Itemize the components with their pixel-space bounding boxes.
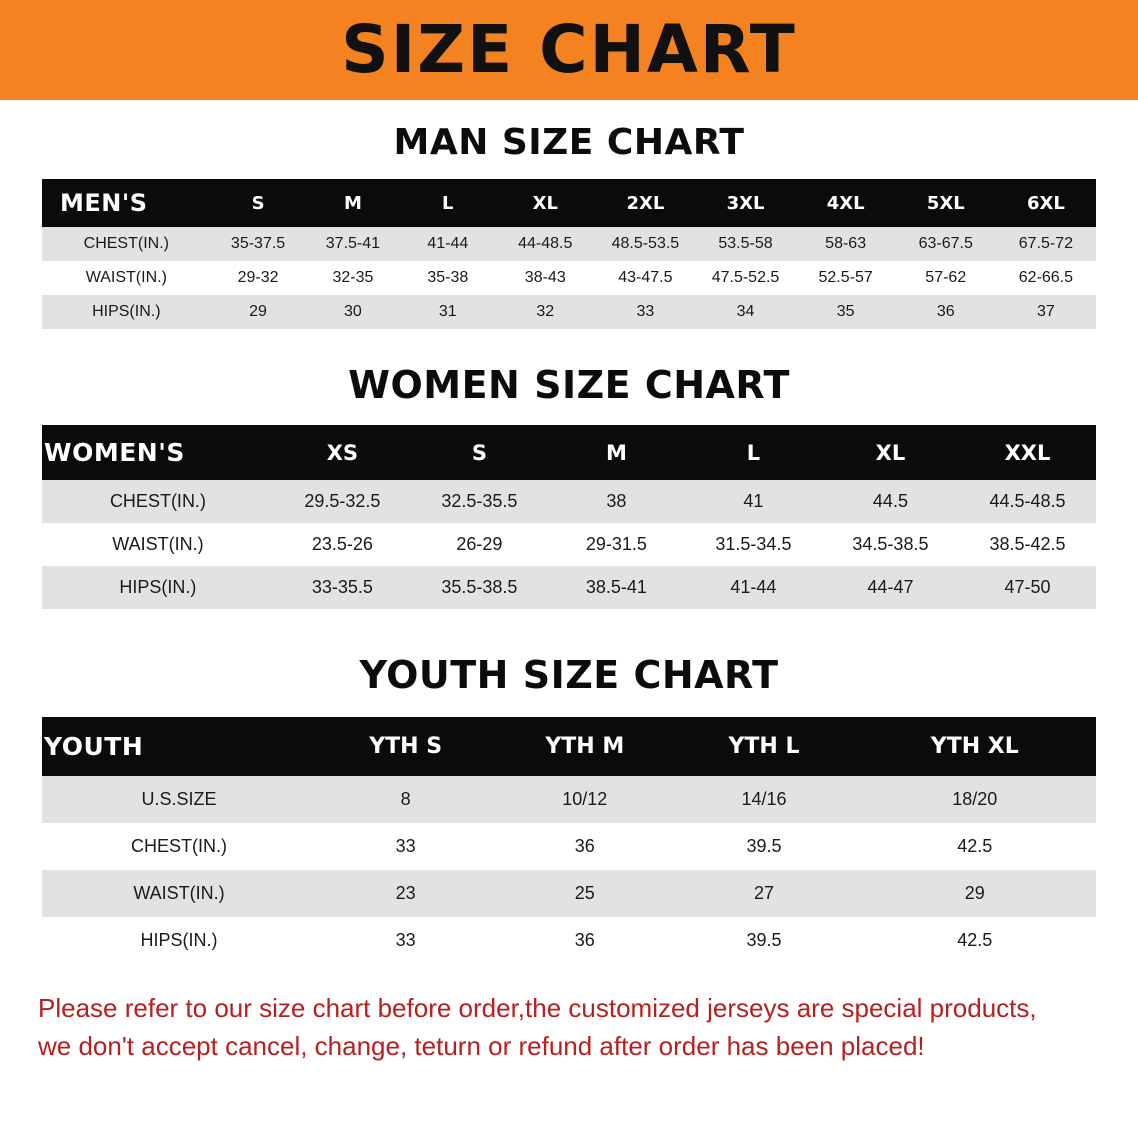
footer-line-1: Please refer to our size chart before order,the customized jerseys are special products, [38,993,1037,1023]
table-cell: 52.5-57 [796,261,896,295]
table-row [42,870,1096,917]
table-header-cell: XXL [959,425,1096,480]
footer-line-2: we don't accept cancel, change, teturn or refund after order has been placed! [38,1030,925,1061]
table-cell: 18/20 [854,776,1096,823]
women-table-wrapper [42,425,1096,609]
table-cell: 41-44 [685,566,822,609]
table-header-cell: WOMEN'S [42,425,274,480]
table-row [42,295,1096,329]
table-cell: 47.5-52.5 [695,261,795,295]
table-header-cell: YTH S [316,717,495,776]
table-cell: 37.5-41 [305,227,400,261]
table-row [42,566,1096,609]
row-label: WAIST(IN.) [42,523,274,566]
row-label: HIPS(IN.) [42,295,211,329]
page-title: SIZE CHART [341,11,797,88]
table-header-cell: YTH M [495,717,674,776]
table-cell: 23.5-26 [274,523,411,566]
table-header-cell: XL [822,425,959,480]
table-header-cell: YTH L [674,717,853,776]
table-cell: 29-32 [211,261,306,295]
table-cell: 34 [695,295,795,329]
table-cell: 29 [211,295,306,329]
row-label: HIPS(IN.) [42,566,274,609]
table-cell: 39.5 [674,823,853,870]
youth-size-table [42,717,1096,964]
table-cell: 31 [400,295,495,329]
table-header-row [42,179,1096,227]
table-header-cell: 3XL [695,179,795,227]
table-cell: 33-35.5 [274,566,411,609]
table-header-cell: YOUTH [42,717,316,776]
table-cell: 38.5-42.5 [959,523,1096,566]
youth-section-heading: YOUTH SIZE CHART [359,653,779,697]
table-cell: 43-47.5 [595,261,695,295]
table-header-cell: L [400,179,495,227]
row-label: CHEST(IN.) [42,823,316,870]
table-cell: 35.5-38.5 [411,566,548,609]
women-size-table [42,425,1096,609]
row-label: HIPS(IN.) [42,917,316,964]
table-cell: 62-66.5 [996,261,1096,295]
table-cell: 36 [495,823,674,870]
table-cell: 38 [548,480,685,523]
row-label: CHEST(IN.) [42,480,274,523]
table-cell: 63-67.5 [896,227,996,261]
table-cell: 29 [854,870,1096,917]
table-cell: 67.5-72 [996,227,1096,261]
table-row [42,227,1096,261]
man-section-heading: MAN SIZE CHART [393,122,745,163]
table-cell: 36 [495,917,674,964]
table-row [42,776,1096,823]
table-header-cell: L [685,425,822,480]
table-header-cell: M [548,425,685,480]
page-banner [0,0,1138,100]
table-cell: 31.5-34.5 [685,523,822,566]
table-header-cell: YTH XL [854,717,1096,776]
table-cell: 32-35 [305,261,400,295]
youth-table-wrapper [42,717,1096,964]
table-cell: 35-38 [400,261,495,295]
women-section-heading: WOMEN SIZE CHART [348,363,790,407]
table-cell: 42.5 [854,823,1096,870]
table-cell: 35 [796,295,896,329]
man-size-table [42,179,1096,329]
table-cell: 25 [495,870,674,917]
row-label: WAIST(IN.) [42,261,211,295]
table-header-cell: XS [274,425,411,480]
table-cell: 42.5 [854,917,1096,964]
table-cell: 23 [316,870,495,917]
table-cell: 33 [316,917,495,964]
table-header-cell: M [305,179,400,227]
table-cell: 29.5-32.5 [274,480,411,523]
table-cell: 41-44 [400,227,495,261]
table-cell: 57-62 [896,261,996,295]
table-header-cell: 4XL [796,179,896,227]
table-cell: 35-37.5 [211,227,306,261]
table-cell: 29-31.5 [548,523,685,566]
row-label: WAIST(IN.) [42,870,316,917]
table-header-cell: XL [495,179,595,227]
table-cell: 44.5 [822,480,959,523]
row-label: U.S.SIZE [42,776,316,823]
table-row [42,480,1096,523]
table-cell: 39.5 [674,917,853,964]
table-row [42,523,1096,566]
table-cell: 48.5-53.5 [595,227,695,261]
table-header-cell: 2XL [595,179,695,227]
table-cell: 44.5-48.5 [959,480,1096,523]
table-cell: 33 [316,823,495,870]
table-header-cell: MEN'S [42,179,211,227]
table-row [42,261,1096,295]
table-cell: 32.5-35.5 [411,480,548,523]
table-cell: 36 [896,295,996,329]
table-header-cell: S [211,179,306,227]
table-row [42,917,1096,964]
man-table-wrapper [42,179,1096,329]
row-label: CHEST(IN.) [42,227,211,261]
table-cell: 14/16 [674,776,853,823]
table-cell: 58-63 [796,227,896,261]
table-cell: 44-47 [822,566,959,609]
table-cell: 8 [316,776,495,823]
table-cell: 41 [685,480,822,523]
table-cell: 30 [305,295,400,329]
table-cell: 38-43 [495,261,595,295]
table-header-row [42,425,1096,480]
table-cell: 53.5-58 [695,227,795,261]
table-cell: 34.5-38.5 [822,523,959,566]
table-header-row [42,717,1096,776]
table-cell: 32 [495,295,595,329]
table-cell: 47-50 [959,566,1096,609]
table-cell: 10/12 [495,776,674,823]
table-header-cell: 6XL [996,179,1096,227]
table-cell: 37 [996,295,1096,329]
table-header-cell: S [411,425,548,480]
table-cell: 33 [595,295,695,329]
footer-disclaimer [38,990,1100,1065]
table-cell: 44-48.5 [495,227,595,261]
table-row [42,823,1096,870]
table-header-cell: 5XL [896,179,996,227]
table-cell: 27 [674,870,853,917]
table-cell: 38.5-41 [548,566,685,609]
table-cell: 26-29 [411,523,548,566]
